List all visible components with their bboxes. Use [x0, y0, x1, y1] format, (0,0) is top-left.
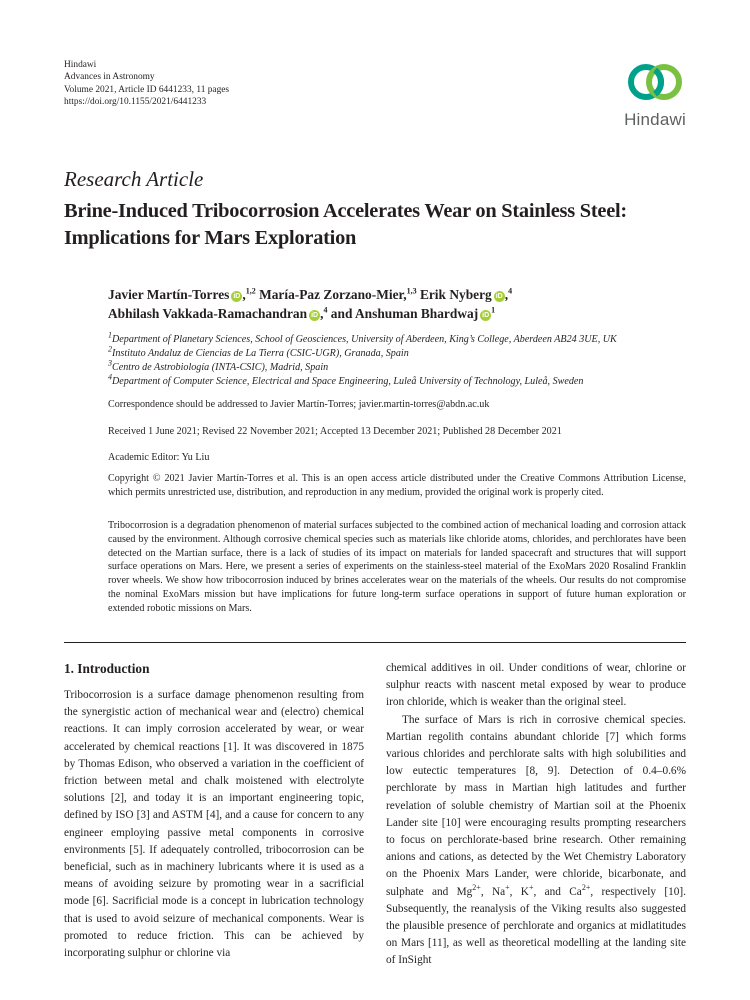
body-paragraph: Tribocorrosion is a surface damage phenomenon resulting from the synergistic action of mechanical wear and (electro) chemical reactions. It can imply corrosion accelerated by wear, or wear accelerated by chemical reactions [1]. It was discovered in 1875 by Thomas Edison, who observed a variation in the coefficient of friction between metal and chalk moistened with electrolyte solutions [2], and today it is an important engineering topic, defined by ISO [3] and ASTM [4], and a cause for concern to any engineer employing passive metal components in corrosive environments [5]. If adequately controlled, tribocorrosion can be beneficial, such as in machinery lubricants where it is used as a means of avoiding seizure by promoting wear in a sacrificial mode [6]. Sacrificial mode is a concept in lubrication technology that is used to avoid seizure of mechanical components. Wear is promoted to reduce friction. This can be achieved by incorporating sulphur or chlorine via [64, 689, 364, 960]
author-affiliation-sup: 4 [508, 286, 513, 296]
title-line-2: Implications for Mars Exploration [64, 227, 357, 249]
article-title [64, 198, 704, 252]
doi-link[interactable]: https://doi.org/10.1155/2021/6441233 [64, 97, 207, 108]
orcid-icon[interactable]: iD [495, 293, 503, 300]
author-affiliation-sup: 1,2 [245, 286, 256, 296]
correspondence: Correspondence should be addressed to Javier Martín-Torres; javier.martin-torres@abdn.ac.uk [108, 399, 490, 410]
hindawi-logo-icon [614, 60, 696, 110]
author-name[interactable]: María-Paz Zorzano-Mier, [259, 287, 407, 302]
academic-editor: Academic Editor: Yu Liu [108, 452, 210, 463]
affiliation-item: $^4$Department of Computer Science, Electrical and Space Engineering, Luleå University of Technology, Luleå, Sweden [108, 372, 584, 387]
volume-info: Volume 2021, Article ID 6441233, 11 pages [64, 84, 230, 95]
copyright-notice: Copyright © 2021 Javier Martín-Torres et al. This is an open access article distributed under the Creative Commons Attribution License, which permits unrestricted use, distribution, and reproduction in any medium, provided the original work is properly cited. [108, 473, 686, 498]
affiliations [108, 330, 718, 389]
journal-info [64, 59, 364, 109]
author-affiliation-sup: 4 [323, 305, 328, 315]
author-name[interactable]: Erik Nyberg [419, 287, 492, 302]
author-line-2: Abhilash Vakkada-Ramachandran iD ,$^4$ and Anshuman Bhardwaj $iD^1$ [108, 305, 496, 321]
publication-dates: Received 1 June 2021; Revised 22 November 2021; Accepted 13 December 2021; Published 28 December 2021 [108, 426, 562, 437]
body-paragraph: chemical additives in oil. Under conditions of wear, chlorine or sulphur reacts with nascent metal exposed by wear to produce iron chloride, which is weaker than the original steel. [386, 662, 686, 709]
journal-name: Advances in Astronomy [64, 72, 155, 83]
author-name[interactable]: Javier Martín-Torres [108, 287, 230, 302]
body-paragraph: The surface of Mars is rich in corrosive chemical species. Martian regolith contains abundant chloride [7] which forms various chlorides and perchlorate salts with high solubilities and low eutectic temperatures [8, 9]. Detection of 0.4–0.6% perchlorate by mass in Martian high latitudes and further revelation of soluble chemistry of Martian soil at the Phoenix Lander site [10] were encouraging results prompting researchers to focus on perchlorate-based brine research. Other remaining anions and cations, as detected by the Wet Chemistry Laboratory on the Phoenix Mars Lander, were chloride, bicarbonate, and sulphate and $Mg^{2+}$, Na+, K+, and $Ca^{2+}$, respectively [10]. Subsequently, the reanalysis of the Viking results also suggested the plausible presence of perchlorate and organics at midlatitudes on Mars [11], as well as theoretical modelling at the landing site of InSight [386, 713, 687, 967]
affiliation-item: $^1$Department of Planetary Sciences, School of Geosciences, University of Aberdeen, King’s College, Aberdeen AB24 3UE, UK [108, 330, 617, 345]
orcid-icon[interactable]: iD [233, 293, 241, 300]
author-name[interactable]: Abhilash Vakkada-Ramachandran [108, 306, 308, 321]
orcid-icon[interactable]: iD [482, 312, 490, 319]
publisher-name: Hindawi [64, 60, 97, 70]
hindawi-logo [614, 60, 694, 130]
author-affiliation-sup: 1 [491, 305, 496, 315]
logo-wordmark: Hindawi [624, 110, 686, 129]
section-divider [64, 642, 686, 643]
author-list [108, 285, 708, 323]
section-heading: 1. Introduction [64, 661, 150, 676]
article-type: Research Article [64, 167, 204, 191]
orcid-icon[interactable]: iD [311, 312, 319, 319]
author-line-1: Javier Martín-Torres iD ,$^{1,2}$ María-Paz Zorzano-Mier,$^{1,3}$ Erik Nyberg iD ,$^4$ [108, 286, 513, 302]
abstract: Tribocorrosion is a degradation phenomenon of material surfaces subjected to the combined action of mechanical loading and corrosion attack caused by the environment. Although corrosive chemical species such as materials like chloride atoms, chlorides, and perchlorates have been detected on the Martian surface, there is a lack of studies of its impact on materials for landed spacecraft and structures that will support surface operations on Mars. Here, we present a series of experiments on the stainless-steel material of the ExoMars 2020 Rosalind Franklin rover wheels. We show how tribocorrosion induced by brines accelerates wear on the materials of the wheels. Our results do not compromise the nominal ExoMars mission but have implications for future long-term surface operations in support of future human exploration or extended robotic missions on Mars. [108, 520, 686, 614]
author-affiliation-sup: 1,3 [406, 286, 417, 296]
left-column [64, 687, 364, 962]
title-line-1: Brine-Induced Tribocorrosion Accelerates Wear on Stainless Steel: [64, 200, 627, 222]
affiliation-item: $^3$Centro de Astrobiología (INTA-CSIC), Madrid, Spain [108, 358, 329, 373]
right-column [386, 660, 686, 970]
author-name[interactable]: and Anshuman Bhardwaj [330, 306, 479, 321]
affiliation-item: $^2$Instituto Andaluz de Ciencias de La Tierra (CSIC-UGR), Granada, Spain [108, 344, 409, 359]
